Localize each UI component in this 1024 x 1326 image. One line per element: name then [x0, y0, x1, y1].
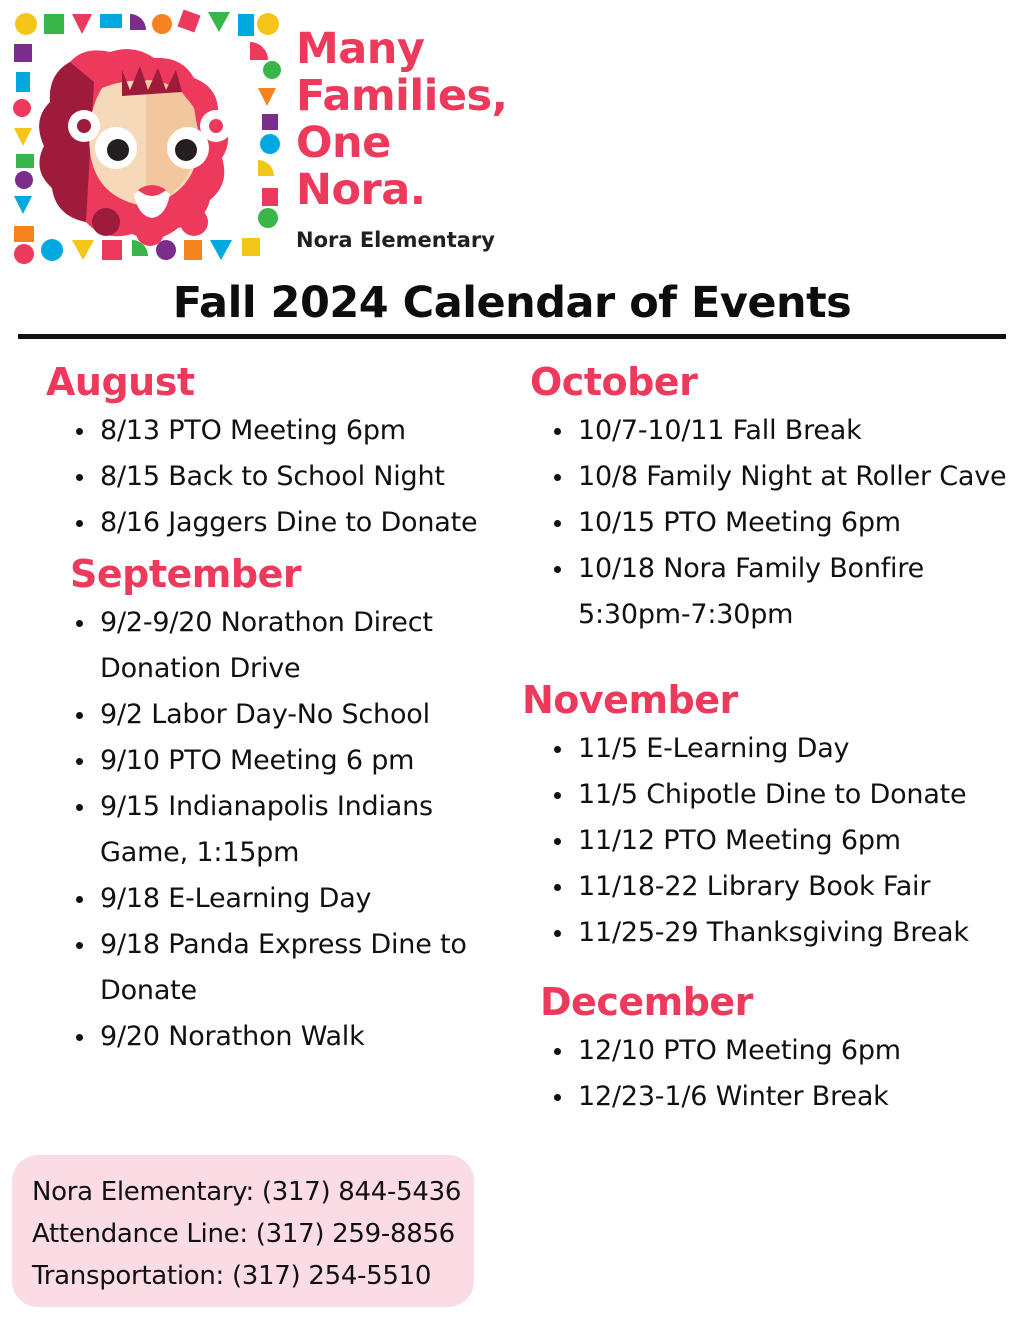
brand-line-4: Nora. [296, 165, 426, 215]
brand-line-2: Families, [296, 71, 508, 121]
logo-artwork [10, 8, 282, 270]
list-item: 9/20 Norathon Walk [74, 1014, 500, 1060]
list-item: 9/10 PTO Meeting 6 pm [74, 738, 500, 784]
left-column [0, 360, 500, 1126]
contact-attendance-phone: Attendance Line: (317) 259-8856 [32, 1219, 455, 1249]
page-title: Fall 2024 Calendar of Events [172, 278, 852, 328]
event-list-august [18, 408, 500, 546]
list-item: 10/8 Family Night at Roller Cave [552, 454, 1024, 500]
list-item: 9/2-9/20 Norathon Direct Donation Drive [74, 600, 500, 692]
list-item: 12/10 PTO Meeting 6pm [552, 1028, 1024, 1074]
list-item: 11/18-22 Library Book Fair [552, 864, 1024, 910]
brand-line-1: Many [296, 24, 425, 74]
school-name: Nora Elementary [296, 228, 495, 252]
contact-transportation-phone: Transportation: (317) 254-5510 [32, 1261, 432, 1291]
page-header [0, 0, 1024, 278]
list-item: 9/18 E-Learning Day [74, 876, 500, 922]
title-divider [18, 334, 1006, 339]
list-item: 9/18 Panda Express Dine to Donate [74, 922, 500, 1014]
event-list-november [510, 726, 1024, 956]
contact-school-phone: Nora Elementary: (317) 844-5436 [32, 1177, 462, 1207]
event-list-september [18, 600, 500, 1060]
list-item: 10/18 Nora Family Bonfire 5:30pm-7:30pm [552, 546, 1024, 638]
list-item: 8/16 Jaggers Dine to Donate [74, 500, 500, 546]
event-list-december [510, 1028, 1024, 1120]
list-item: 10/7-10/11 Fall Break [552, 408, 1024, 454]
month-heading-september: September [70, 552, 302, 596]
list-item: 10/15 PTO Meeting 6pm [552, 500, 1024, 546]
list-item: 12/23-1/6 Winter Break [552, 1074, 1024, 1120]
contact-info-box [12, 1155, 474, 1307]
brand-line-3: One [296, 118, 391, 168]
list-item: 11/25-29 Thanksgiving Break [552, 910, 1024, 956]
title-block [0, 278, 1024, 339]
month-heading-november: November [522, 678, 738, 722]
list-item: 11/12 PTO Meeting 6pm [552, 818, 1024, 864]
month-heading-august: August [46, 360, 195, 404]
month-heading-december: December [540, 980, 753, 1024]
section-spacer [510, 644, 1024, 678]
brand-wordmark [296, 26, 596, 252]
nora-lion-logo [10, 8, 282, 270]
right-column [500, 360, 1024, 1126]
list-item: 8/13 PTO Meeting 6pm [74, 408, 500, 454]
month-heading-october: October [530, 360, 698, 404]
event-list-october [510, 408, 1024, 638]
list-item: 11/5 E-Learning Day [552, 726, 1024, 772]
list-item: 11/5 Chipotle Dine to Donate [552, 772, 1024, 818]
list-item: 8/15 Back to School Night [74, 454, 500, 500]
list-item: 9/15 Indianapolis Indians Game, 1:15pm [74, 784, 500, 876]
calendar-columns [0, 360, 1024, 1126]
list-item: 9/2 Labor Day-No School [74, 692, 500, 738]
section-spacer [510, 962, 1024, 980]
